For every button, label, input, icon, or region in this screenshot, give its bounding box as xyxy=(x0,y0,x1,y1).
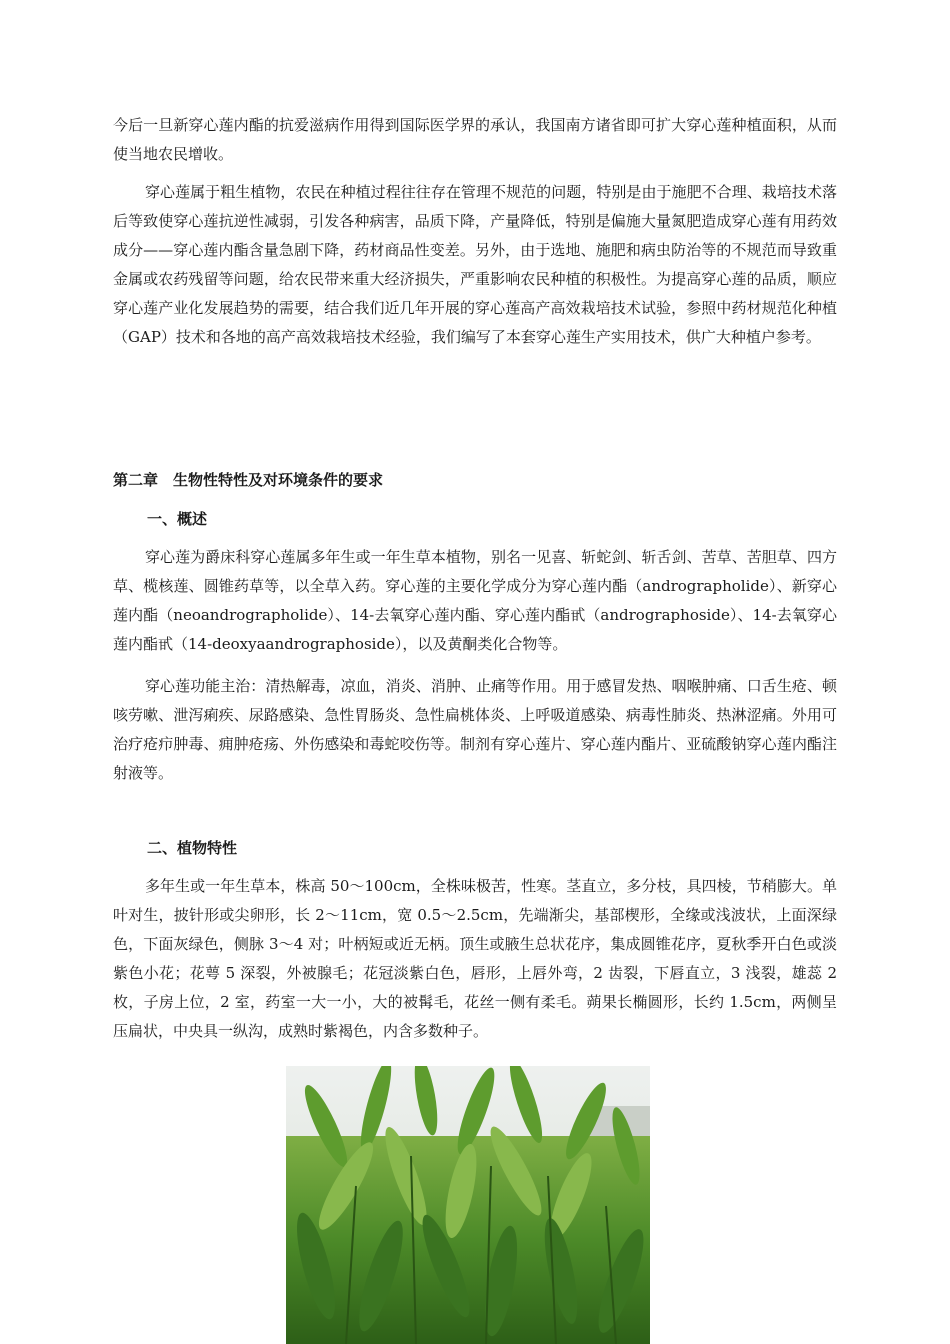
overview-paragraph-2: 穿心莲功能主治：清热解毒，凉血，消炎、消肿、止痛等作用。用于感冒发热、咽喉肿痛、口舌生疮、顿咳劳嗽、泄泻痢疾、尿路感染、急性胃肠炎、急性扁桃体炎、上呼吸道感染、病毒性肺炎、热淋涩痛。外用可治疗疮疖肿毒、痈肿疮疡、外伤感染和毒蛇咬伤等。制剂有穿心莲片、穿心莲内酯片、亚硫酸钠穿心莲内酯注射液等。 xyxy=(113,677,837,782)
plant-characteristics-paragraph: 多年生或一年生草本，株高 50～100cm，全株味极苦，性寒。茎直立，多分枝，具四棱，节稍膨大。单叶对生，披针形或尖卵形，长 2～11cm，宽 0.5～2.5cm，先端渐尖，基部楔形，全缘或浅波状，上面深绿色，下面灰绿色，侧脉 3～4 对；叶柄短或近无柄。顶生或腋生总状花序，集成圆锥花序，夏秋季开白色或淡紫色小花；花萼 5 深裂，外被腺毛；花冠淡紫白色，唇形，上唇外弯，2 齿裂，下唇直立，3 浅裂，雄蕊 2 枚，子房上位，2 室，药室一大一小，大的被髯毛，花丝一侧有柔毛。蒴果长椭圆形，长约 1.5cm，两侧呈压扁状，中央具一纵沟，成熟时紫褐色，内含多数种子。 xyxy=(113,877,837,1040)
plant-photo-illustration xyxy=(286,1066,650,1344)
intro-paragraph-2: 穿心莲属于粗生植物，农民在种植过程往往存在管理不规范的问题，特别是由于施肥不合理、栽培技术落后等致使穿心莲抗逆性减弱，引发各种病害，品质下降，产量降低，特别是偏施大量氮肥造成穿心莲有用药效成分——穿心莲内酯含量急剧下降，药材商品性变差。另外，由于选地、施肥和病虫防治等的不规范而导致重金属或农药残留等问题，给农民带来重大经济损失，严重影响农民种植的积极性。为提高穿心莲的品质，顺应穿心莲产业化发展趋势的需要，结合我们近几年开展的穿心莲高产高效栽培技术试验，参照中药材规范化种植（GAP）技术和各地的高产高效栽培技术经验，我们编写了本套穿心莲生产实用技术，供广大种植户参考。 xyxy=(113,183,837,346)
plant-photo xyxy=(286,1066,650,1344)
intro-paragraph-continued: 今后一旦新穿心莲内酯的抗爱滋病作用得到国际医学界的承认，我国南方诸省即可扩大穿心莲种植面积，从而使当地农民增收。 xyxy=(113,116,837,163)
section-heading-overview: 一、概述 xyxy=(147,510,208,528)
section-heading-plant-characteristics: 二、植物特性 xyxy=(147,839,238,857)
chapter-title: 第二章 生物性特性及对环境条件的要求 xyxy=(113,471,384,489)
overview-paragraph-1: 穿心莲为爵床科穿心莲属多年生或一年生草本植物，别名一见喜、斩蛇剑、斩舌剑、苦草、苦胆草、四方草、榄核莲、圆锥药草等，以全草入药。穿心莲的主要化学成分为穿心莲内酯（andrographolide）、新穿心莲内酯（neoandrographolide）、14-去氧穿心莲内酯、穿心莲内酯甙（andrographoside）、14-去氧穿心莲内酯甙（14-deoxyaandrographoside），以及黄酮类化合物等。 xyxy=(113,548,837,653)
